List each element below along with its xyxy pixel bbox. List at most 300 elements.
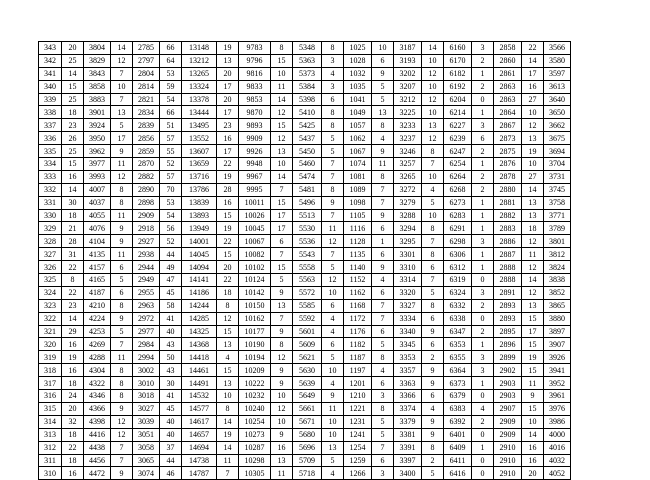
table-cell: 4 [372,274,394,287]
table-cell: 14001 [182,235,217,248]
table-cell: 9926 [239,145,271,158]
table-row [39,377,571,390]
table-cell: 20 [62,42,84,55]
table-cell: 3977 [84,158,111,171]
table-cell: 3961 [544,390,571,403]
table-cell: 5 [322,261,344,274]
table-cell: 12 [322,235,344,248]
table-cell: 15 [271,54,293,67]
table-cell: 3745 [544,183,571,196]
table-cell: 2863 [494,93,522,106]
table-cell: 3065 [133,454,160,467]
table-cell: 6 [372,377,394,390]
table-cell: 3207 [394,80,422,93]
table-cell: 20 [217,261,239,274]
table-cell: 12 [271,106,293,119]
table-cell: 330 [39,209,62,222]
table-cell: 3897 [544,325,571,338]
table-cell: 17 [522,325,544,338]
table-cell: 14461 [182,364,217,377]
table-row [39,325,571,338]
table-cell: 0 [472,467,494,480]
table-cell: 12 [422,132,444,145]
table-cell: 10 [422,106,444,119]
table-cell: 44 [160,248,182,261]
table-cell: 10082 [239,248,271,261]
table-cell: 2984 [133,338,160,351]
table-cell: 1231 [344,415,372,428]
table-cell: 14368 [182,338,217,351]
table-cell: 12 [271,402,293,415]
table-cell: 12 [111,428,133,441]
table-cell: 6 [372,454,394,467]
table-cell: 2 [422,454,444,467]
table-cell: 8 [372,170,394,183]
table-cell: 9 [422,415,444,428]
table-cell: 329 [39,222,62,235]
table-cell: 2927 [133,235,160,248]
table-cell: 2881 [494,196,522,209]
table-row [39,351,571,364]
table-cell: 9 [271,364,293,377]
table-cell: 1152 [344,274,372,287]
table-cell: 5 [111,274,133,287]
table-cell: 5585 [293,299,322,312]
table-cell: 13495 [182,119,217,132]
table-cell: 6264 [444,170,472,183]
table-cell: 9870 [239,106,271,119]
table-cell: 5410 [293,106,322,119]
table-cell: 6 [372,248,394,261]
table-cell: 10194 [239,351,271,364]
table-cell: 49 [160,261,182,274]
table-cell: 2963 [133,299,160,312]
table-cell: 3357 [394,364,422,377]
table-row [39,119,571,132]
table-cell: 25 [62,93,84,106]
table-cell: 13 [271,299,293,312]
table-cell: 15 [217,325,239,338]
table-cell: 10 [322,364,344,377]
table-cell: 3340 [394,325,422,338]
table-cell: 14657 [182,428,217,441]
table-cell: 1128 [344,235,372,248]
table-cell: 3566 [544,42,571,55]
table-cell: 10 [522,415,544,428]
table-cell: 19 [217,428,239,441]
table-cell: 5348 [293,42,322,55]
table-cell: 22 [217,274,239,287]
table-cell: 8 [372,119,394,132]
table-cell: 3327 [394,299,422,312]
table-cell: 14 [62,67,84,80]
table-cell: 25 [62,145,84,158]
table-cell: 14491 [182,377,217,390]
table-cell: 9853 [239,93,271,106]
table-cell: 6 [422,338,444,351]
table-cell: 5 [422,196,444,209]
table-cell: 2878 [494,170,522,183]
table-cell: 16 [62,338,84,351]
table-cell: 13552 [182,132,217,145]
table-cell: 3279 [394,196,422,209]
table-cell: 5 [372,428,394,441]
table-cell: 332 [39,183,62,196]
table-cell: 337 [39,119,62,132]
table-cell: 5601 [293,325,322,338]
table-cell: 3051 [133,428,160,441]
table-cell: 4000 [544,428,571,441]
table-cell: 7 [111,67,133,80]
table-cell: 6254 [444,158,472,171]
table-cell: 18 [522,222,544,235]
table-cell: 3801 [544,235,571,248]
table-cell: 319 [39,351,62,364]
table-cell: 2880 [494,183,522,196]
table-cell: 10142 [239,286,271,299]
table-cell: 22 [522,42,544,55]
table-cell: 2804 [133,67,160,80]
table-cell: 3941 [544,364,571,377]
table-cell: 70 [160,183,182,196]
table-cell: 2909 [133,209,160,222]
table-cell: 6 [322,338,344,351]
table-cell: 10 [271,415,293,428]
table-cell: 5621 [293,351,322,364]
table-cell: 1 [472,222,494,235]
table-cell: 6306 [444,248,472,261]
table-cell: 46 [160,467,182,480]
table-cell: 1 [472,248,494,261]
table-cell: 8 [111,196,133,209]
table-cell: 4253 [84,325,111,338]
table-cell: 32 [62,415,84,428]
table-cell: 29 [62,325,84,338]
table-cell: 3002 [133,364,160,377]
table-cell: 1098 [344,196,372,209]
table-cell: 6347 [444,325,472,338]
table-cell: 16 [62,170,84,183]
table-cell: 3 [372,390,394,403]
table-cell: 3 [472,364,494,377]
table-cell: 7 [372,183,394,196]
table-cell: 2902 [494,364,522,377]
table-cell: 334 [39,158,62,171]
table-cell: 20 [217,93,239,106]
table-cell: 5 [372,80,394,93]
table-cell: 2994 [133,351,160,364]
table-cell: 18 [62,428,84,441]
table-cell: 6 [111,261,133,274]
table-cell: 10273 [239,428,271,441]
table-cell: 2887 [494,248,522,261]
table-cell: 31 [62,248,84,261]
table-cell: 4157 [84,261,111,274]
table-cell: 10162 [239,312,271,325]
table-cell: 4 [472,402,494,415]
table-cell: 11 [111,158,133,171]
table-cell: 10067 [239,235,271,248]
table-row [39,274,571,287]
table-cell: 13716 [182,170,217,183]
table-cell: 1105 [344,209,372,222]
table-cell: 57 [160,170,182,183]
table-cell: 3294 [394,222,422,235]
table-cell: 14787 [182,467,217,480]
table-cell: 3 [472,235,494,248]
table-cell: 14 [522,183,544,196]
table-cell: 5543 [293,248,322,261]
table-cell: 14285 [182,312,217,325]
table-cell: 6273 [444,196,472,209]
table-cell: 2903 [494,377,522,390]
table-cell: 1 [472,196,494,209]
table-cell: 1 [472,338,494,351]
table-cell: 6 [422,261,444,274]
table-cell: 13 [217,338,239,351]
table-cell: 4 [372,132,394,145]
table-cell: 2938 [133,248,160,261]
table-cell: 7 [111,454,133,467]
table-cell: 1182 [344,338,372,351]
table-cell: 9 [422,364,444,377]
table-cell: 9967 [239,170,271,183]
table-cell: 59 [160,80,182,93]
table-cell: 5536 [293,235,322,248]
table-cell: 1 [472,441,494,454]
table-cell: 6332 [444,299,472,312]
table-cell: 10 [111,80,133,93]
table-cell: 3400 [394,467,422,480]
table-row [39,235,571,248]
table-cell: 22 [62,441,84,454]
table-cell: 5 [322,145,344,158]
table-cell: 312 [39,441,62,454]
table-cell: 328 [39,235,62,248]
table-cell: 9 [111,467,133,480]
table-cell: 2821 [133,93,160,106]
table-cell: 10232 [239,390,271,403]
table-cell: 54 [160,209,182,222]
table-cell: 5530 [293,222,322,235]
table-cell: 1168 [344,299,372,312]
table-cell: 11 [372,158,394,171]
table-row [39,364,571,377]
table-cell: 5696 [293,441,322,454]
table-cell: 6 [422,312,444,325]
table-cell: 10190 [239,338,271,351]
table-cell: 333 [39,170,62,183]
table-cell: 23 [217,119,239,132]
table-cell: 2858 [494,42,522,55]
table-cell: 55 [160,145,182,158]
table-cell: 13 [322,441,344,454]
table-cell: 3257 [394,158,422,171]
table-cell: 323 [39,299,62,312]
table-cell: 27 [522,93,544,106]
table-cell: 19 [522,351,544,364]
table-cell: 7 [372,312,394,325]
table-cell: 2949 [133,274,160,287]
table-cell: 2883 [494,222,522,235]
table-cell: 52 [160,158,182,171]
table-cell: 3993 [84,170,111,183]
table-cell: 4 [372,364,394,377]
table-cell: 1221 [344,402,372,415]
table-cell: 4016 [544,441,571,454]
table-cell: 41 [160,390,182,403]
table-cell: 2 [472,325,494,338]
table-row [39,145,571,158]
table-cell: 10 [522,158,544,171]
table-cell: 5639 [293,377,322,390]
table-cell: 11 [111,248,133,261]
table-cell: 1057 [344,119,372,132]
table-cell: 4104 [84,235,111,248]
table-cell: 8 [271,338,293,351]
table-cell: 3272 [394,183,422,196]
table-cell: 4 [322,67,344,80]
table-cell: 6312 [444,261,472,274]
table-cell: 13324 [182,80,217,93]
table-cell: 7 [322,170,344,183]
table-cell: 3986 [544,415,571,428]
table-cell: 4456 [84,454,111,467]
table-cell: 4438 [84,441,111,454]
table-cell: 1116 [344,222,372,235]
table-cell: 3295 [394,235,422,248]
table-cell: 14 [62,312,84,325]
table-cell: 5572 [293,286,322,299]
table-cell: 2 [472,299,494,312]
table-cell: 14418 [182,351,217,364]
table-cell: 17 [217,145,239,158]
table-cell: 45 [160,286,182,299]
table-cell: 0 [472,312,494,325]
table-cell: 17 [271,222,293,235]
table-cell: 320 [39,338,62,351]
table-cell: 6 [271,235,293,248]
table-cell: 27 [522,170,544,183]
table-cell: 5661 [293,402,322,415]
table-cell: 322 [39,312,62,325]
table-cell: 17 [522,67,544,80]
table-cell: 13 [217,377,239,390]
table-cell: 5 [372,415,394,428]
table-cell: 8 [217,402,239,415]
table-cell: 336 [39,132,62,145]
table-cell: 3310 [394,261,422,274]
table-cell: 1041 [344,93,372,106]
table-cell: 1032 [344,67,372,80]
table-cell: 1035 [344,80,372,93]
table-cell: 66 [160,42,182,55]
table-cell: 2972 [133,312,160,325]
table-cell: 11 [217,454,239,467]
table-cell: 3812 [544,248,571,261]
table-cell: 11 [522,377,544,390]
table-cell: 15 [522,312,544,325]
table-cell: 14 [522,428,544,441]
table-cell: 45 [160,402,182,415]
table-cell: 6 [472,132,494,145]
table-cell: 1140 [344,261,372,274]
table-cell: 325 [39,274,62,287]
table-cell: 7 [422,235,444,248]
table-cell: 9 [422,428,444,441]
table-cell: 1 [472,158,494,171]
table-row [39,338,571,351]
table-cell: 2893 [494,312,522,325]
table-cell: 20 [62,402,84,415]
table-cell: 5 [422,286,444,299]
table-cell: 5398 [293,93,322,106]
table-cell: 315 [39,402,62,415]
table-cell: 1089 [344,183,372,196]
table-cell: 2910 [494,467,522,480]
table-row [39,196,571,209]
table-cell: 13 [422,119,444,132]
table-cell: 15 [522,364,544,377]
table-cell: 17 [111,132,133,145]
table-cell: 1074 [344,158,372,171]
table-cell: 9816 [239,67,271,80]
table-cell: 14694 [182,441,217,454]
table-cell: 324 [39,286,62,299]
table-cell: 14325 [182,325,217,338]
table-cell: 9 [111,145,133,158]
table-cell: 7 [372,299,394,312]
table-cell: 14045 [182,248,217,261]
table-cell: 6 [322,93,344,106]
table-cell: 2895 [494,325,522,338]
table-cell: 3345 [394,338,422,351]
table-cell: 15 [522,338,544,351]
table-cell: 7 [271,183,293,196]
table-cell: 316 [39,390,62,403]
table-cell: 11 [322,222,344,235]
table-cell: 3829 [84,54,111,67]
table-cell: 5709 [293,454,322,467]
table-cell: 15 [271,196,293,209]
table-cell: 14 [62,183,84,196]
table-cell: 1067 [344,145,372,158]
table-row [39,299,571,312]
table-cell: 12 [422,67,444,80]
table-cell: 335 [39,145,62,158]
table-row [39,261,571,274]
table-cell: 3397 [394,454,422,467]
table-cell: 14244 [182,299,217,312]
score-distribution-table [38,41,571,480]
table-cell: 2814 [133,80,160,93]
table-cell: 3010 [133,377,160,390]
table-cell: 2861 [494,67,522,80]
table-cell: 5450 [293,145,322,158]
table-row [39,248,571,261]
table-cell: 3187 [394,42,422,55]
table-cell: 16 [522,80,544,93]
table-cell: 4032 [544,454,571,467]
table-cell: 13 [271,145,293,158]
table-cell: 1081 [344,170,372,183]
table-cell: 327 [39,248,62,261]
table-cell: 2909 [494,428,522,441]
table-cell: 3027 [133,402,160,415]
table-cell: 5630 [293,364,322,377]
table-cell: 9 [111,402,133,415]
table-cell: 22 [62,261,84,274]
